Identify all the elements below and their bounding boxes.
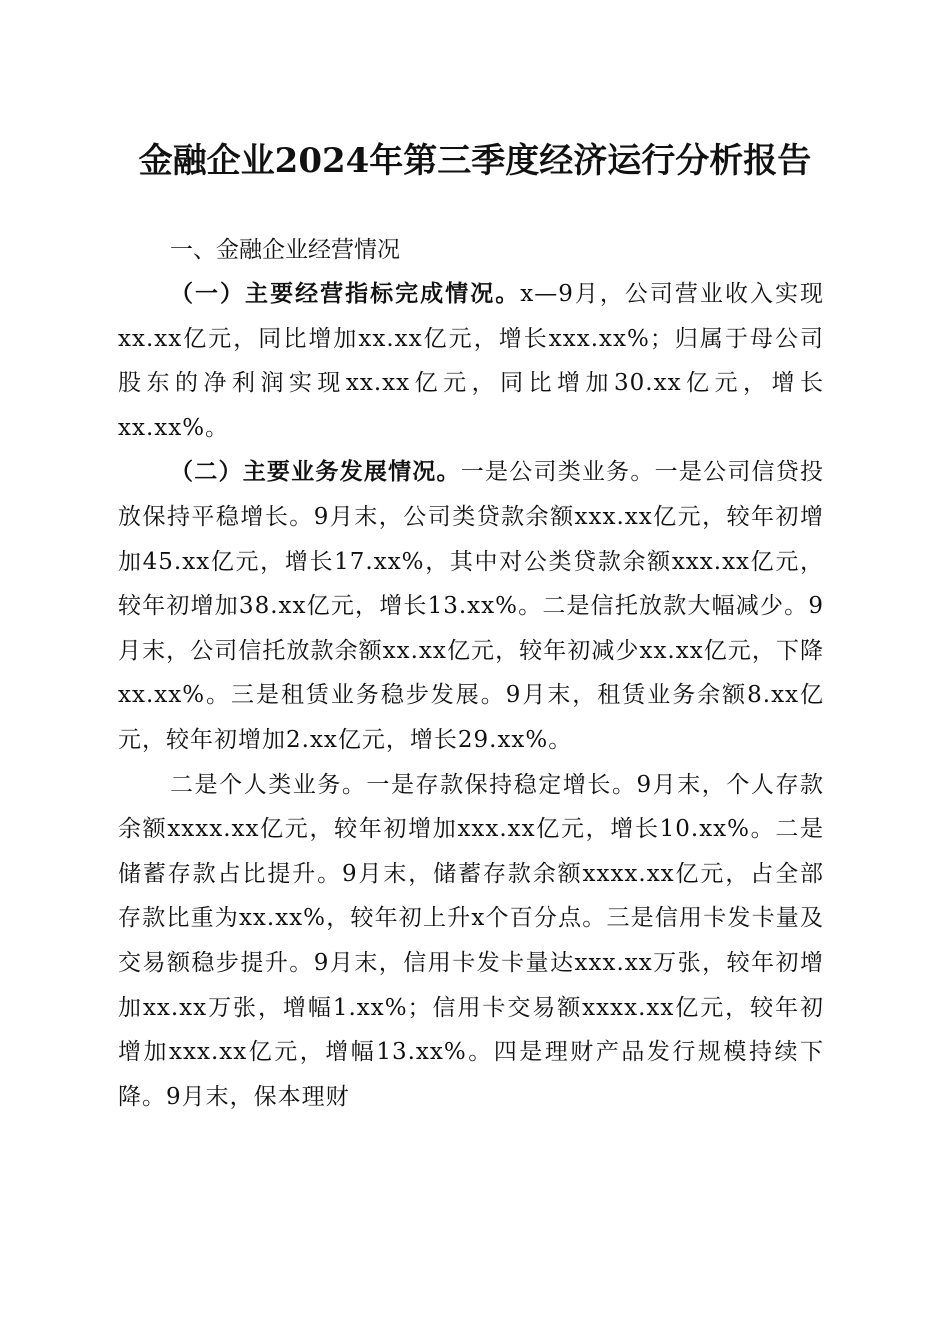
paragraph-lead: （一）主要经营指标完成情况。: [170, 280, 521, 307]
paragraph-body: 一是公司类业务。一是公司信贷投放保持平稳增长。9月末，公司类贷款余额xxx.xx亿元，较年初增加45.xx亿元，增长17.xx%，其中对公类贷款余额xxx.xx亿元，较年初增加38.xx亿元，增长13.xx%。二是信托放款大幅减少。9月末，公司信托放款余额xx.xx亿元，较年初减少xx.xx亿元，下降xx.xx%。三是租赁业务稳步发展。9月末，租赁业务余额8.xx亿元，较年初增加2.xx亿元，增长29.xx%。: [118, 459, 825, 753]
paragraph-body: x—9月，公司营业收入实现xx.xx亿元，同比增加xx.xx亿元，增长xxx.xx%；归属于母公司股东的净利润实现xx.xx亿元，同比增加30.xx亿元，增长xx.xx%。: [118, 281, 825, 441]
document-body: [118, 228, 824, 1119]
paragraph-business-development: [118, 450, 824, 762]
paragraph-main-indicators: [118, 272, 824, 450]
section-heading: 一、金融企业经营情况: [170, 237, 400, 263]
document-title: 金融企业2024年第三季度经济运行分析报告: [138, 141, 812, 181]
paragraph-lead: （二）主要业务发展情况。: [170, 458, 461, 486]
paragraph-body: 二是个人类业务。一是存款保持稳定增长。9月末，个人存款余额xxxx.xx亿元，较年初增加xxx.xx亿元，增长10.xx%。二是储蓄存款占比提升。9月末，储蓄存款余额xxxx.xx亿元，占全部存款比重为xx.xx%，较年初上升x个百分点。三是信用卡发卡量及交易额稳步提升。9月末，信用卡发卡量达xxx.xx万张，较年初增加xx.xx万张，增幅1.xx%；信用卡交易额xxxx.xx亿元，较年初增加xxx.xx亿元，增幅13.xx%。四是理财产品发行规模持续下降。9月末，保本理财: [118, 771, 824, 1110]
paragraph-personal-business: [118, 763, 824, 1120]
